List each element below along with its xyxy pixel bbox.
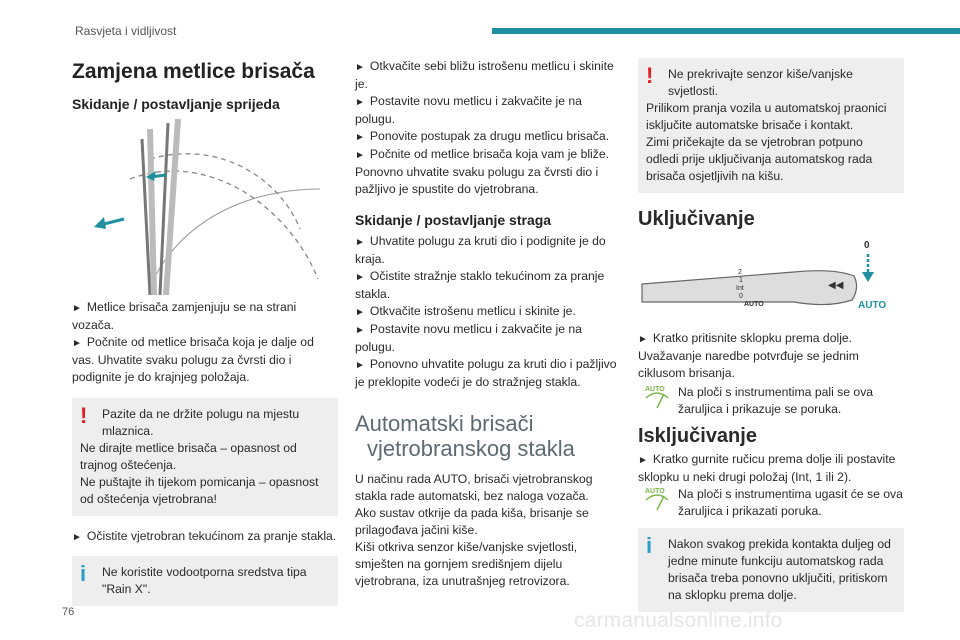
section-title-line-1: Automatski brisači [355, 411, 534, 436]
on-confirmation: Uvažavanje naredbe potvrđuje se jednim ciklusom brisanja. [638, 349, 859, 380]
info-box-reset [638, 528, 904, 612]
section-off: Isključivanje [638, 425, 757, 447]
column-1 [72, 58, 338, 606]
warning-rest: Ne dirajte metlice brisača – opasnost od trajnog oštećenja. Ne puštajte ih tijekom pomicanja – opasnost od oštećenja vjetrobrana! [80, 441, 319, 506]
front-step-2: ► Počnite od metlice brisača koja je dalje od vas. Uhvatite svaku polugu za čvrsti dio i podignite je do krajnjeg položaja. [72, 334, 338, 386]
wiper-stalk-illustration [638, 238, 898, 316]
rear-step-5: ► Ponovno uhvatite polugu za kruti dio i pažljivo je preklopite vodeći je do stražnjeg stakla. [355, 356, 621, 391]
on-lamp-row [638, 384, 904, 418]
stalk-label-int: Int [736, 285, 744, 292]
page-title: Zamjena metlice brisača [72, 60, 315, 83]
warning-box-sensor [638, 58, 904, 193]
page-number: 76 [62, 606, 75, 618]
warning-first-line: Pazite da ne držite polugu na mjestu mlaznica. [102, 407, 300, 438]
section-title-line-2: vjetrobranskog stakla [367, 436, 575, 461]
rear-step-1: ► Uhvatite polugu za kruti dio i podignite je do kraja. [355, 233, 621, 268]
stalk-bottom-label: AUTO [858, 300, 887, 311]
rear-step-3: ► Otkvačite istrošenu metlicu i skinite je. [355, 303, 621, 321]
watermark: carmanualsonline.info [574, 609, 783, 632]
column-3 [638, 58, 904, 612]
front-step-1: ► Metlice brisača zamjenjuju se na strani vozača. [72, 299, 338, 334]
column-2 [355, 58, 621, 590]
auto-wiper-icon [642, 486, 672, 512]
svg-text:AUTO: AUTO [645, 488, 665, 495]
stalk-label-0: 0 [739, 293, 743, 300]
section-on: Uključivanje [638, 208, 755, 230]
stalk-top-label: 0 [864, 240, 870, 251]
front-step-4: ► Otkvačite sebi bližu istrošenu metlicu i skinite je. [355, 58, 621, 93]
warning-box-front [72, 398, 338, 516]
info-box-front [72, 556, 338, 606]
rear-step-2: ► Očistite stražnje staklo tekućinom za pranje stakla. [355, 268, 621, 303]
stalk-label-auto: AUTO [744, 301, 764, 308]
section-title-auto [355, 411, 621, 461]
stalk-label-2: 2 [738, 269, 742, 276]
front-wiper-illustration [90, 119, 320, 295]
front-final: Ponovno uhvatite svaku polugu za čvrsti dio i pažljivo je spustite do vjetrobrana. [355, 165, 599, 196]
subtitle-front: Skidanje / postavljanje sprijeda [72, 96, 280, 112]
off-lamp-row [638, 486, 904, 520]
header-accent-bar [492, 28, 960, 34]
front-step-5: ► Postavite novu metlicu i zakvačite je na polugu. [355, 93, 621, 128]
warning-icon: ! [80, 403, 88, 428]
off-lamp-text: Na ploči s instrumentima ugasit će se ova žaruljica i prikazati poruka. [678, 487, 903, 518]
header-section: Rasvjeta i vidljivost [75, 24, 177, 38]
stalk-label-1: 1 [739, 277, 743, 284]
subtitle-rear: Skidanje / postavljanje straga [355, 212, 552, 228]
front-step-3: ► Očistite vjetrobran tekućinom za pranje stakla. [72, 528, 338, 546]
info-icon: i [646, 533, 653, 558]
front-step-6: ► Ponovite postupak za drugu metlicu brisača. [355, 128, 621, 146]
auto-description: U načinu rada AUTO, brisači vjetrobranskog stakla rade automatski, bez naloga vozača. Ako sustav otkrije da pada kiša, brisanje se prilagođava jačini kiše. Kiši otkriva senzor kiše/vanjske svjetlosti, smješten na gornjem središnjem dijelu vjetrobrana, iza unutrašnjeg retrovizora. [355, 472, 593, 588]
auto-wiper-icon [642, 384, 672, 410]
on-lamp-text: Na ploči s instrumentima pali se ova žaruljica i prikazuje se poruka. [678, 385, 874, 416]
reset-info-text: Nakon svakog prekida kontakta duljeg od jedne minute funkciju automatskog rada brisača treba ponovno uključiti, pritiskom na sklopku prema dolje. [668, 537, 891, 602]
on-step-1: ► Kratko pritisnite sklopku prema dolje. [638, 330, 904, 348]
sensor-warning-first: Ne prekrivajte senzor kiše/vanjske svjetlosti. [668, 67, 853, 98]
info-text: Ne koristite vodootporna sredstva tipa "Rain X". [102, 565, 307, 596]
info-icon: i [80, 561, 87, 586]
sensor-warning-rest: Prilikom pranja vozila u automatskoj praonici isključite automatske brisače i kontakt. Zimi pričekajte da se vjetrobran potpuno odledi prije uključivanja automatskog rada brisača osjetljivih na kišu. [646, 101, 887, 183]
rear-step-4: ► Postavite novu metlicu i zakvačite je na polugu. [355, 321, 621, 356]
warning-icon: ! [646, 63, 654, 88]
off-step-1: ► Kratko gurnite ručicu prema dolje ili postavite sklopku u neki drugi položaj (Int, 1 ili 2). [638, 451, 904, 486]
svg-text:AUTO: AUTO [645, 386, 665, 393]
svg-text:◀◀: ◀◀ [828, 280, 844, 291]
front-step-7: ► Počnite od metlice brisača koja vam je bliže. [355, 146, 621, 164]
